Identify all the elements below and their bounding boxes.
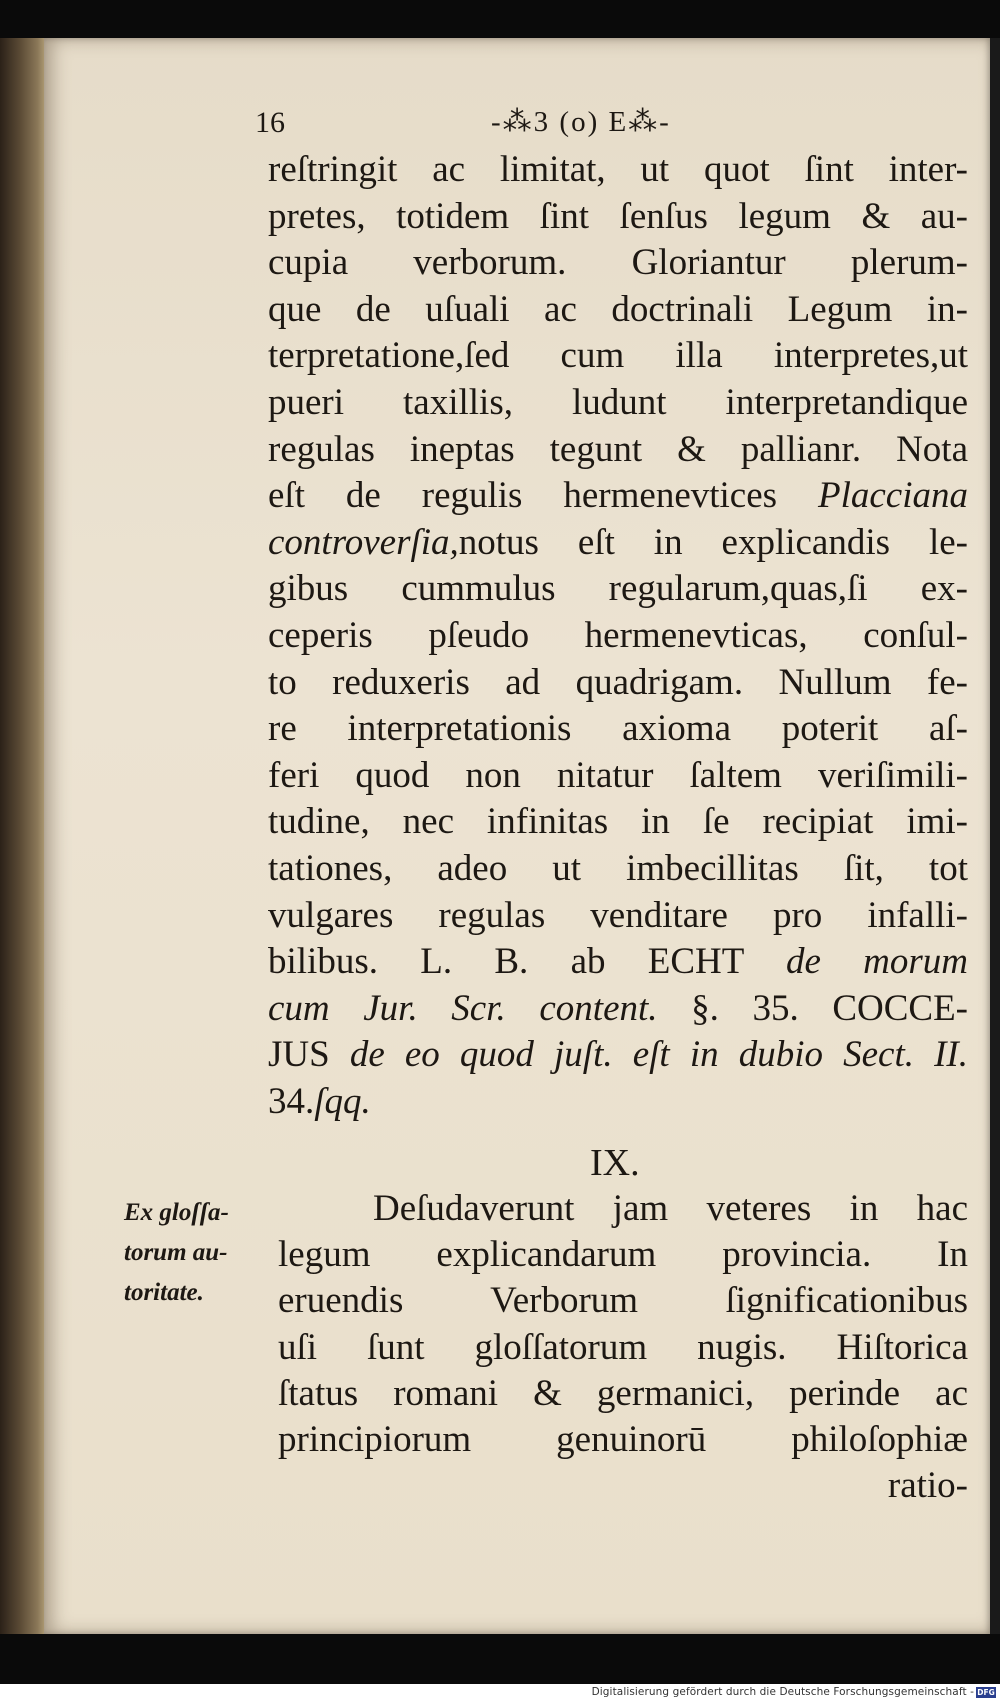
- text-line: re interpretationis axioma poterit aſ-: [268, 708, 968, 750]
- text-line: [268, 986, 968, 1033]
- paragraph-2: [278, 1186, 968, 1509]
- text-line: gibus cummulus regularum,quas,ſi ex-: [268, 568, 968, 610]
- text-segment: bilibus. L. B. ab ECHT: [268, 941, 744, 983]
- scan-top-border: [0, 0, 1000, 38]
- page-number: 16: [255, 106, 285, 139]
- italic-reference: ſqq.: [314, 1080, 371, 1122]
- text-line: tationes, adeo ut imbecillitas ſit, tot: [268, 847, 968, 889]
- paragraph-1: [268, 147, 968, 1125]
- running-header: [255, 100, 815, 144]
- text-line: [268, 520, 968, 567]
- text-line: feri quod non nitatur ſaltem veriſimili-: [268, 754, 968, 796]
- italic-reference: Placciana: [818, 475, 969, 517]
- text-segment: §. 35. COCCE-: [691, 987, 968, 1029]
- text-line: tudine, nec infinitas in ſe recipiat imi-: [268, 801, 968, 843]
- text-line: que de uſuali ac doctrinali Legum in-: [268, 288, 968, 330]
- text-line: eruendis Verborum ſignificationibus: [278, 1280, 968, 1322]
- digitization-credit: Digitalisierung gefördert durch die Deutsche Forschungsgemeinschaft -: [591, 1686, 974, 1698]
- marginal-line: toritate.: [124, 1279, 204, 1306]
- text-line: ſtatus romani & germanici, perinde ac: [278, 1372, 968, 1414]
- text-line: uſi ſunt gloſſatorum nugis. Hiſtorica: [278, 1326, 968, 1368]
- italic-reference: de morum: [785, 941, 969, 983]
- italic-reference: cum Jur. Scr. content.: [268, 987, 658, 1029]
- page-right-edge: [990, 38, 1000, 1634]
- text-line: ceperis pſeudo hermenevticas, conſul-: [268, 614, 968, 656]
- text-line: vulgares regulas venditare pro infalli-: [268, 894, 968, 936]
- italic-reference: de eo quod juſt. eſt in dubio Sect. II.: [349, 1034, 969, 1076]
- text-line: [268, 1079, 968, 1126]
- marginal-line: Ex gloſſa-: [124, 1199, 229, 1226]
- text-segment: notus eſt in explicandis le-: [458, 521, 968, 563]
- text-line: pretes, totidem ſint ſenſus legum & au-: [268, 195, 968, 237]
- text-line: cupia verborum. Gloriantur plerum-: [268, 242, 968, 284]
- section-number: IX.: [590, 1142, 640, 1184]
- text-line: Deſudaverunt jam veteres in hac: [373, 1188, 968, 1229]
- text-line: [268, 473, 968, 520]
- text-segment: eſt de regulis hermenevtices: [268, 475, 778, 517]
- text-line: reſtringit ac limitat, ut quot ſint inter-: [268, 149, 968, 190]
- catchword: ratio-: [887, 1465, 968, 1507]
- text-line: legum explicandarum provincia. In: [278, 1234, 968, 1276]
- header-ornament: -⁂3 (o) E⁂-: [491, 106, 671, 138]
- text-line: to reduxeris ad quadrigam. Nullum fe-: [268, 661, 968, 703]
- text-line: [268, 1032, 968, 1079]
- italic-reference: controverſia,: [268, 521, 459, 563]
- text-line: [268, 939, 968, 986]
- marginal-line: torum au-: [124, 1239, 228, 1266]
- text-segment: JUS: [268, 1034, 330, 1076]
- text-line: pueri taxillis, ludunt interpretandique: [268, 381, 968, 423]
- scan-bottom-border: [0, 1634, 1000, 1684]
- dfg-logo: DFG: [977, 1688, 995, 1697]
- book-spine: [0, 38, 44, 1648]
- text-line: terpretatione,ſed cum illa interpretes,ut: [268, 335, 968, 377]
- marginal-note: [124, 1193, 279, 1313]
- text-line: principiorum genuinorū philoſophiæ: [278, 1419, 968, 1461]
- text-line: regulas ineptas tegunt & pallianr. Nota: [268, 428, 968, 470]
- text-segment: 34.: [268, 1080, 315, 1122]
